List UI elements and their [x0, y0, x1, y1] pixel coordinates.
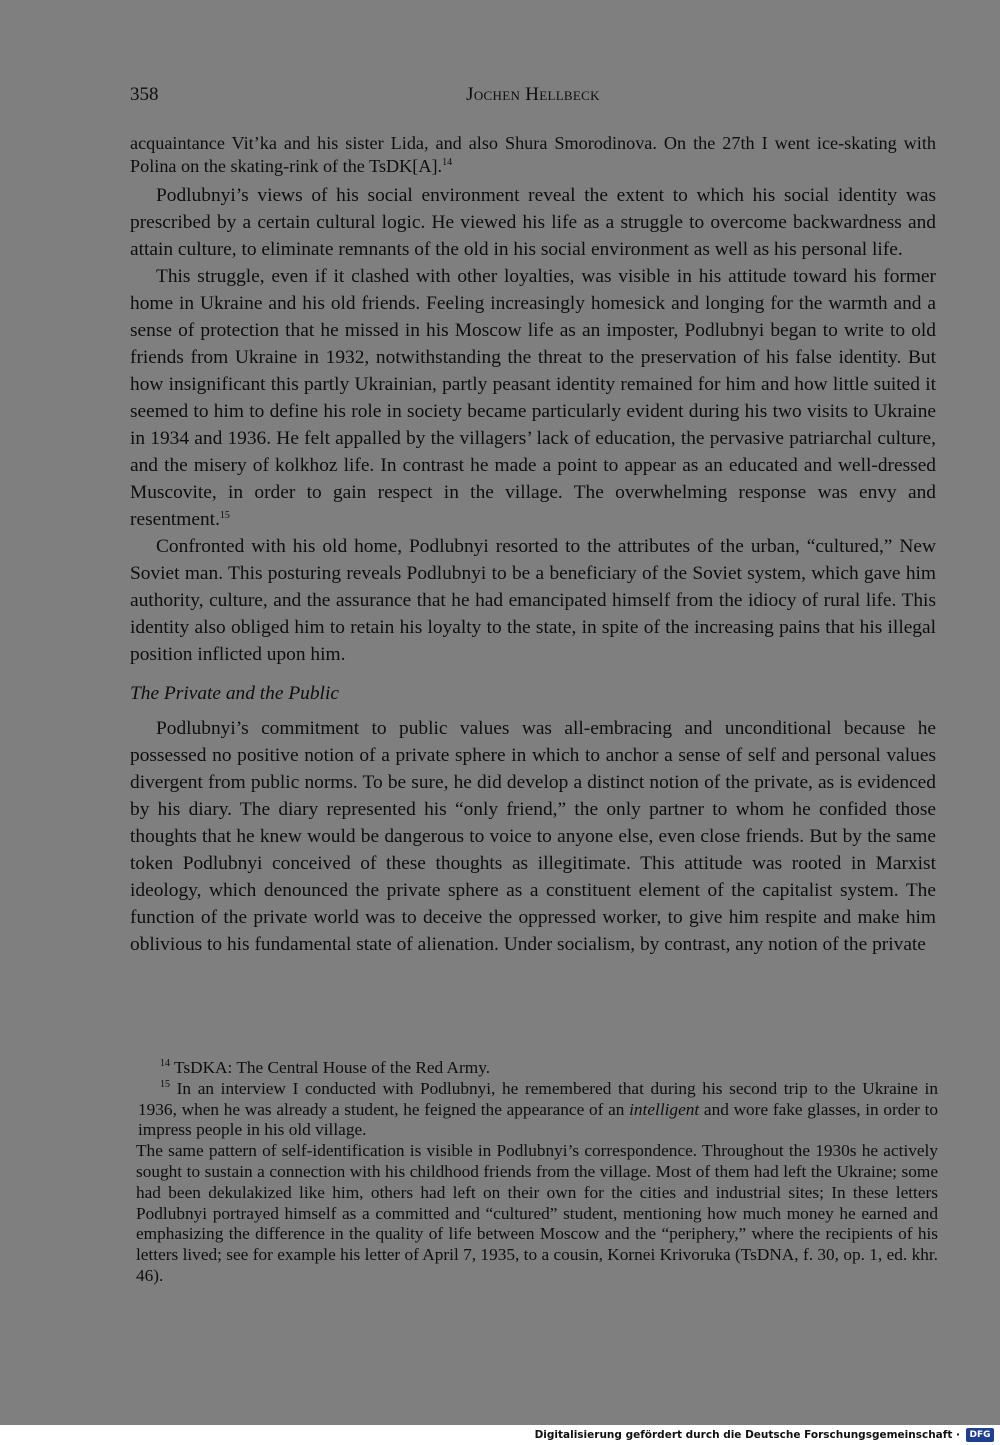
footnote-ref: 14 [442, 157, 453, 168]
paragraph: Podlubnyi’s views of his social environment reveal the extent to which his social identity was prescribed by a certain cultural logic. He viewed his life as a struggle to overcome backwardness and attain culture, to eliminate remnants of the old in his social environment as well as his personal life. [130, 185, 936, 260]
paragraph: Podlubnyi’s commitment to public values was all-embracing and unconditional because he possessed no positive notion of a private sphere in which to anchor a sense of self and personal values divergent from public norms. To be sure, he did develop a distinct notion of the private, as is evidenced by his diary. The diary represented his “only friend,” the only partner to whom he confided those thoughts that he knew would be dangerous to voice to anyone else, even close friends. But by the same token Podlubnyi conceived of these thoughts as illegitimate. This attitude was rooted in Marxist ideology, which denounced the private sphere as a constituent element of the capitalist system. The function of the private world was to deceive the oppressed worker, to give him respite and make him oblivious to his fundamental state of alienation. Under socialism, by contrast, any notion of the private [130, 718, 936, 955]
section-heading: The Private and the Public [130, 683, 339, 704]
page-header [130, 84, 936, 108]
footnote [138, 1079, 938, 1141]
paragraph [130, 263, 936, 533]
footnote-emphasis: intelligent [629, 1099, 700, 1119]
paragraph-text: acquaintance Vit’ka and his sister Lida, and also Shura Smorodinova. On the 27th I went ice-skating with Polina on the skating-rink of the TsDK[A]. [130, 133, 936, 176]
footnote-marker: 14 [160, 1058, 170, 1069]
footer-bar [0, 1425, 1000, 1445]
dfg-logo-icon: DFG [966, 1428, 994, 1442]
footnote-text: TsDKA: The Central House of the Red Army. [174, 1058, 491, 1077]
funding-notice: Digitalisierung gefördert durch die Deutsche Forschungsgemeinschaft · [534, 1429, 960, 1441]
footnote [138, 1058, 938, 1079]
paragraph-text: This struggle, even if it clashed with other loyalties, was visible in his attitude toward his former home in Ukraine and his old friends. Feeling increasingly homesick and longing for the warmth and a sense of protection that he missed in his Moscow life as an imposter, Podlubnyi began to write to old friends from Ukraine in 1932, notwithstanding the threat to the preservation of his false identity. But how insignificant this partly Ukrainian, partly peasant identity remained for him and how little suited it seemed to him to define his role in society became particularly evident during his two visits to Ukraine in 1934 and 1936. He felt appalled by the villagers’ lack of education, the pervasive patriarchal culture, and the misery of kolkhoz life. In contrast he made a point to appear as an educated and well-dressed Muscovite, in order to gain respect in the village. The overwhelming response was envy and resentment. [130, 266, 936, 530]
paragraph [130, 132, 936, 178]
body-text [130, 132, 936, 958]
paragraph: Confronted with his old home, Podlubnyi resorted to the attributes of the urban, “cultured,” New Soviet man. This posturing reveals Podlubnyi to be a beneficiary of the Soviet system, which gave him authority, culture, and the assurance that he had emancipated himself from the idiocy of rural life. This identity also obliged him to retain his loyalty to the state, in spite of the increasing pains that his illegal position inflicted upon him. [130, 536, 936, 665]
page-number: 358 [130, 84, 159, 105]
footnote-marker: 15 [160, 1078, 170, 1090]
footnote-continuation: The same pattern of self-identification is visible in Podlubnyi’s correspondence. Throughout the 1930s he actively sought to sustain a connection with his childhood friends from the village. Most of them had left the Ukraine; some had been dekulakized like him, others had left on their own for the cities and industrial sites; In these letters Podlubnyi portrayed himself as a committed and “cultured” student, mentioning how much money he earned and emphasizing the difference in the quality of life between Moscow and the “periphery,” where the recipients of his letters lived; see for example his letter of April 7, 1935, to a cousin, Kornei Krivoruka (TsDNA, f. 30, op. 1, ed. khr. 46). [136, 1141, 938, 1285]
footnote-ref: 15 [219, 510, 230, 521]
running-head: Jochen Hellbeck [466, 84, 600, 105]
footnotes [138, 1058, 938, 1287]
footnote-text: and wore fake glasses, in order to impress people in his old village. [138, 1099, 939, 1140]
footnote-text: In an interview I conducted with Podlubnyi, he remembered that during his second trip to the Ukraine in 1936, when he was already a student, he feigned the appearance of an [138, 1078, 938, 1119]
